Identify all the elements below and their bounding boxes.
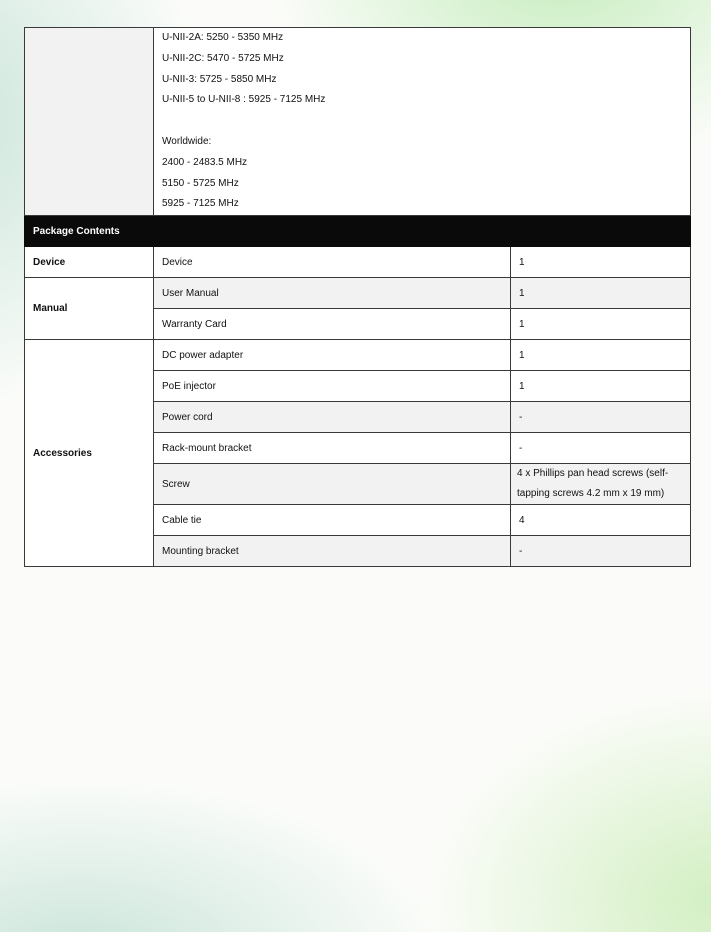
item-quantity: - <box>511 433 691 464</box>
category-device: Device <box>25 247 154 278</box>
item-quantity: 1 <box>511 247 691 278</box>
spec-table <box>24 27 691 567</box>
section-title: Package Contents <box>25 216 691 247</box>
item-name: Power cord <box>154 402 511 433</box>
item-name: Rack-mount bracket <box>154 433 511 464</box>
item-quantity: - <box>511 536 691 567</box>
frequency-line-blank <box>162 111 682 132</box>
item-quantity: - <box>511 402 691 433</box>
frequency-line: 5925 - 7125 MHz <box>162 198 239 210</box>
frequency-values-cell <box>154 28 691 216</box>
category-accessories: Accessories <box>25 340 154 567</box>
item-name: Cable tie <box>154 505 511 536</box>
item-quantity: 1 <box>511 278 691 309</box>
frequency-line: U-NII-3: 5725 - 5850 MHz <box>162 73 277 85</box>
item-name: PoE injector <box>154 371 511 402</box>
item-quantity: 4 <box>511 505 691 536</box>
table-row <box>25 247 691 278</box>
item-quantity: 1 <box>511 340 691 371</box>
frequency-line: U-NII-5 to U-NII-8 : 5925 - 7125 MHz <box>162 94 326 106</box>
item-name: Warranty Card <box>154 309 511 340</box>
item-name: Device <box>154 247 511 278</box>
frequency-line: Worldwide: <box>162 135 212 147</box>
frequency-label-cell <box>25 28 154 216</box>
item-quantity: 4 x Phillips pan head screws (self-tapping screws 4.2 mm x 19 mm) <box>511 464 691 505</box>
item-name: Screw <box>154 464 511 505</box>
item-name: User Manual <box>154 278 511 309</box>
section-header-row <box>25 216 691 247</box>
category-manual: Manual <box>25 278 154 340</box>
item-name: Mounting bracket <box>154 536 511 567</box>
table-row <box>25 278 691 309</box>
item-quantity: 1 <box>511 371 691 402</box>
frequency-row <box>25 28 691 216</box>
frequency-line: U-NII-2A: 5250 - 5350 MHz <box>162 32 284 43</box>
table-row <box>25 340 691 371</box>
item-quantity: 1 <box>511 309 691 340</box>
frequency-line: U-NII-2C: 5470 - 5725 MHz <box>162 52 284 64</box>
item-name: DC power adapter <box>154 340 511 371</box>
frequency-line: 5150 - 5725 MHz <box>162 177 239 189</box>
frequency-line: 2400 - 2483.5 MHz <box>162 156 248 168</box>
